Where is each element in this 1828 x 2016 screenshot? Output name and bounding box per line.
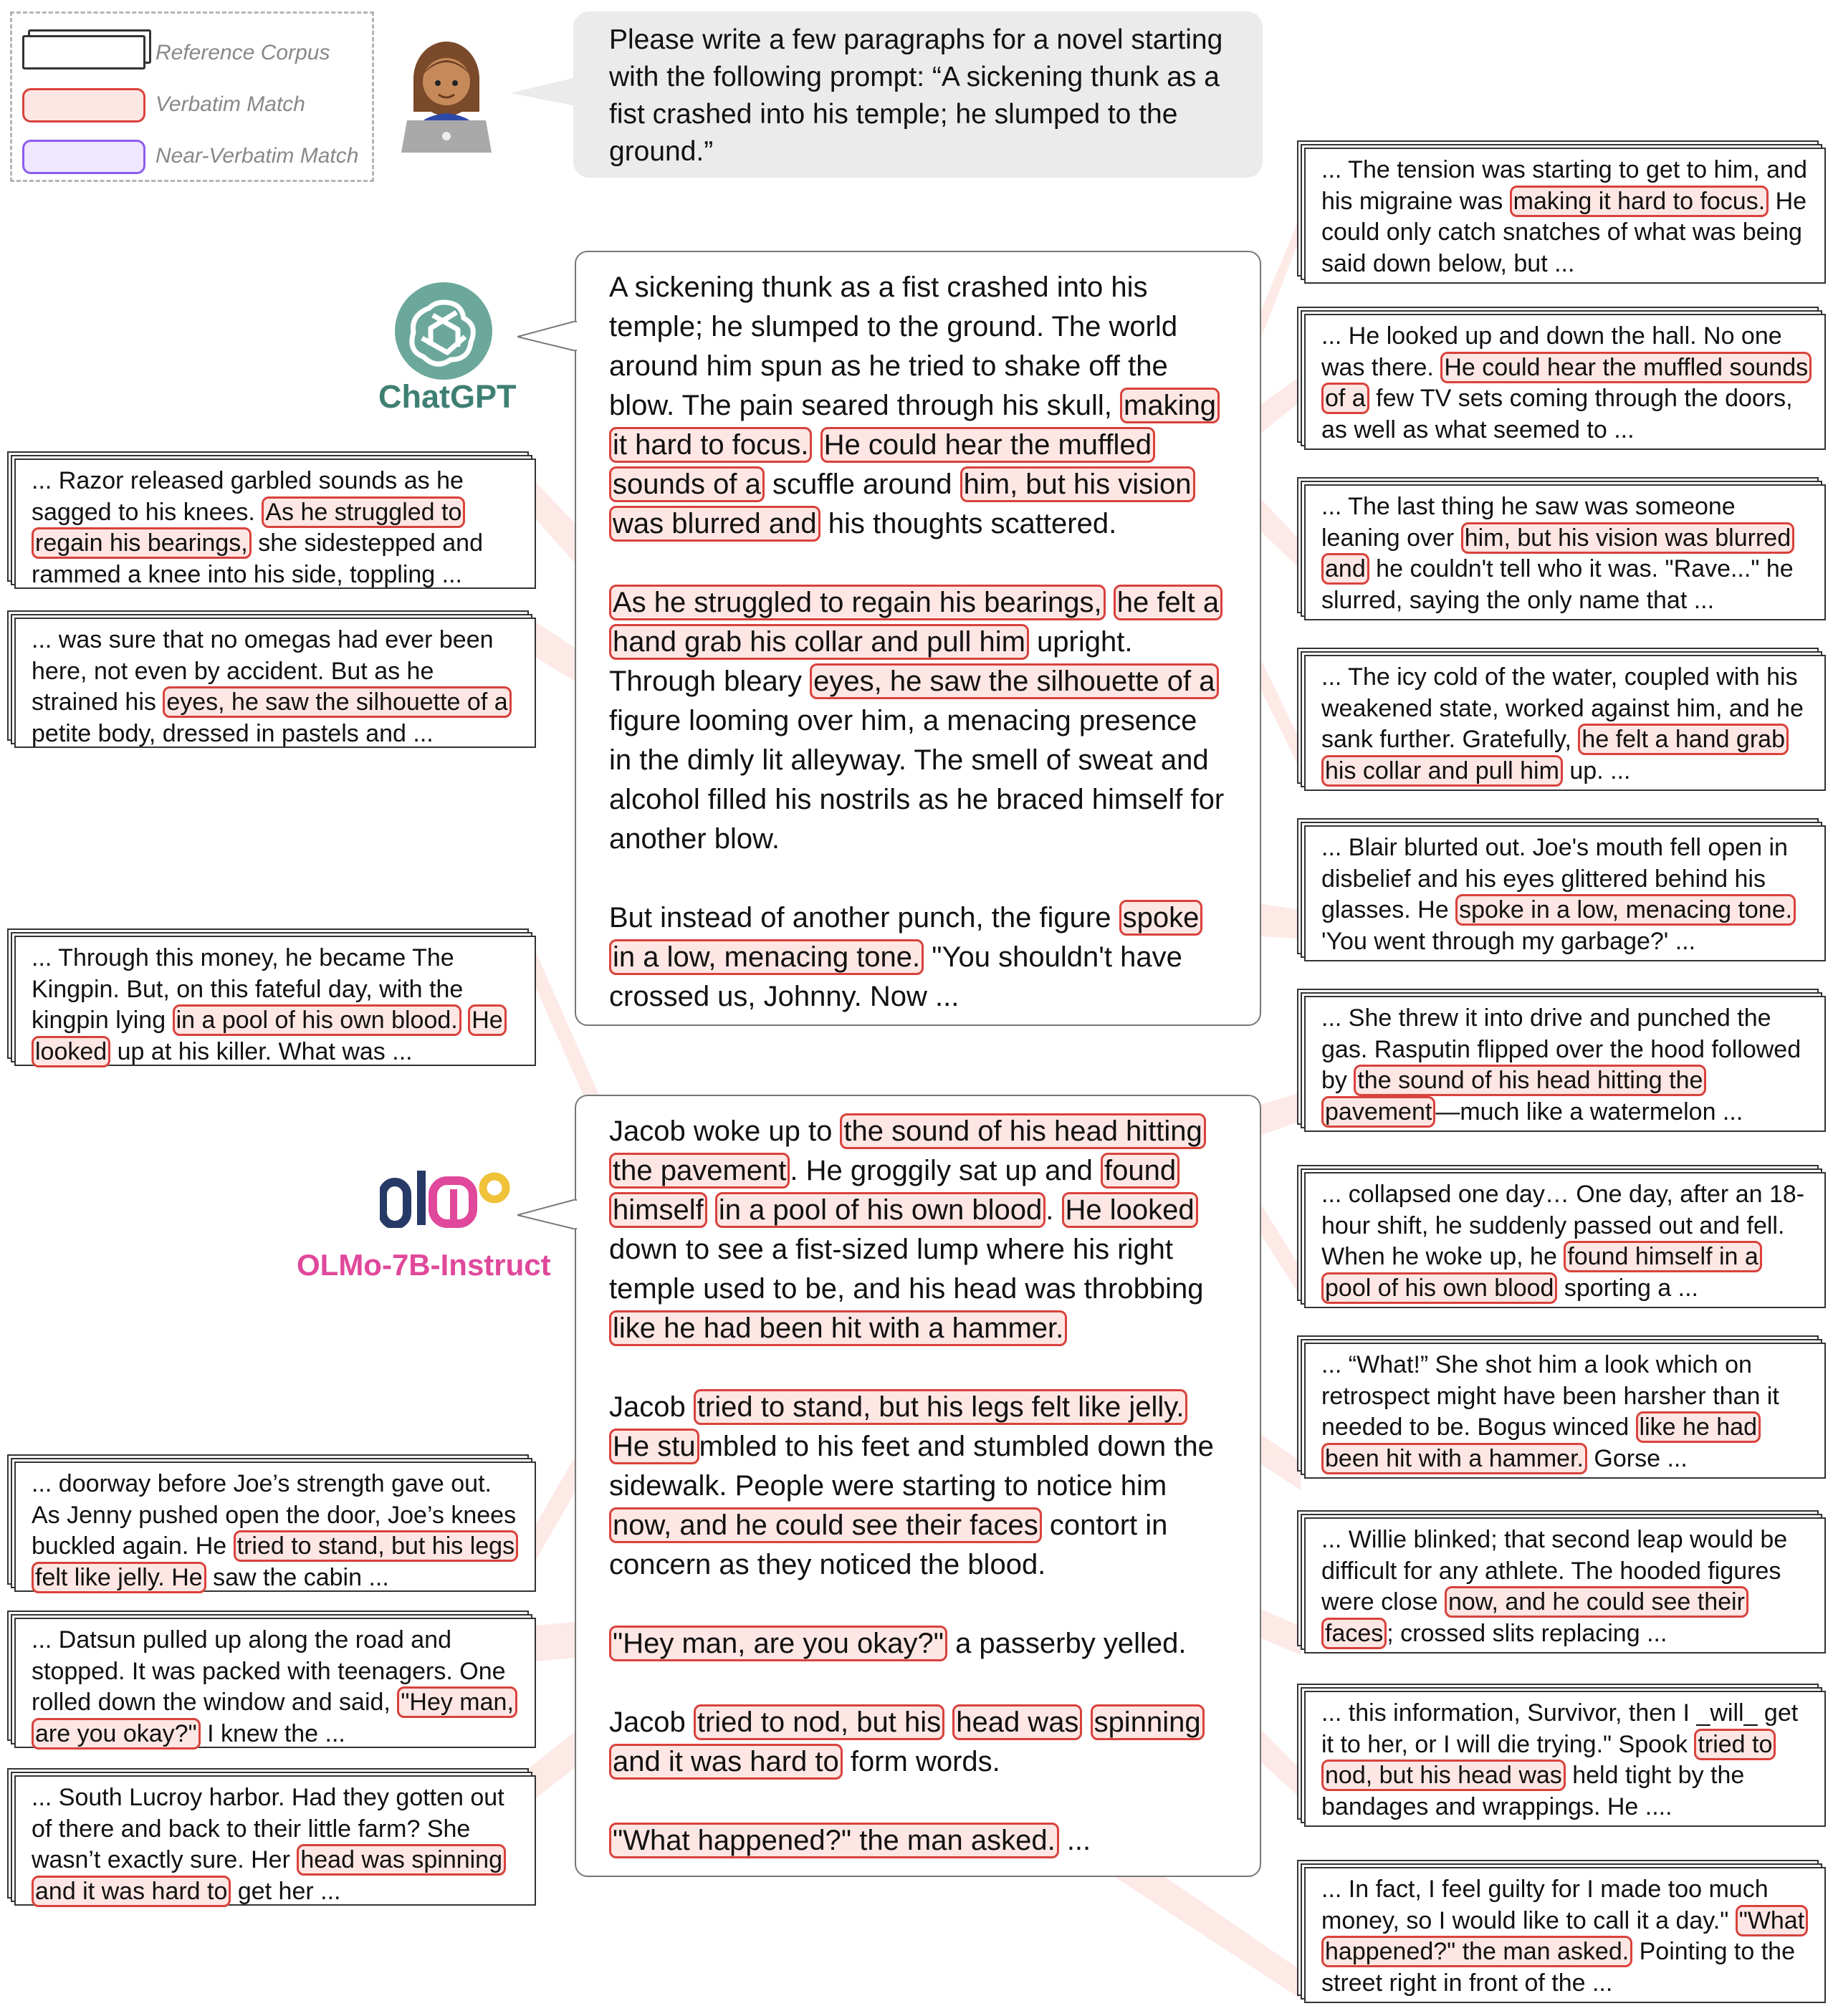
verbatim-match-span: "What happened?" the man asked. — [609, 1823, 1059, 1858]
text-span: "You shouldn't have crossed us, Johnny. Now ... — [609, 941, 1182, 1012]
text-span: upright. Through bleary — [609, 626, 1133, 697]
text-span: ... He looked up and down the hall. No one was there. — [1321, 322, 1782, 381]
corpus-snippet — [14, 1618, 536, 1748]
text-span: ... Blair blurted out. Joe's mouth fell open in disbelief and his eyes glittered behind his glasses. He — [1321, 834, 1788, 923]
corpus-snippet-text — [1304, 1867, 1826, 2003]
response-paragraph — [609, 1821, 1227, 1861]
olmo-logo-icon — [380, 1168, 516, 1228]
text-span: contort in concern as they noticed the blood. — [609, 1509, 1168, 1580]
chatgpt-response-text — [609, 268, 1227, 1017]
response-paragraph — [609, 1112, 1227, 1348]
legend-swatch-verbatim — [22, 88, 145, 123]
text-span: a passerby yelled. — [947, 1628, 1187, 1659]
corpus-snippet-text — [1304, 825, 1826, 961]
text-span: down to see a fist-sized lump where his right temple used to be, and his head was throbbing — [609, 1234, 1204, 1305]
verbatim-match-span: like he had been hit with a hammer. — [1321, 1411, 1761, 1474]
corpus-snippet — [14, 618, 536, 748]
corpus-snippet — [14, 1461, 536, 1592]
text-span: . — [1045, 1194, 1062, 1226]
text-span: ... doorway before Joe’s strength gave out. As Jenny pushed open the door, Joe’s knees buckled again. He — [32, 1470, 517, 1560]
legend-label-near-verbatim: Near-Verbatim Match — [155, 144, 359, 168]
verbatim-match-span: spoke in a low, menacing tone. — [609, 900, 1202, 975]
verbatim-match-span: in a pool of his own blood. — [173, 1004, 461, 1036]
verbatim-match-span: "What happened?" the man asked. — [1321, 1905, 1808, 1968]
legend-swatch-reference — [22, 35, 145, 69]
verbatim-match-span: As he struggled to regain his bearings, — [32, 496, 465, 560]
corpus-snippet — [14, 936, 536, 1066]
corpus-snippet — [1304, 148, 1826, 284]
corpus-snippet-text — [1304, 1172, 1826, 1308]
verbatim-match-span: spinning and it was hard to — [609, 1704, 1205, 1780]
text-span: ... this information, Survivor, then I _will_ get it to her, or I will die trying." Spook — [1321, 1699, 1799, 1758]
bubble-tail — [517, 1199, 578, 1229]
verbatim-match-span: tried to stand, but his legs felt like jelly. He — [32, 1530, 518, 1593]
text-span: he couldn't tell who it was. "Rave..." he slurred, saying the only name that ... — [1321, 555, 1794, 614]
text-span: ... Datsun pulled up along the road and stopped. It was packed with teenagers. One rolled down the window and said, — [32, 1626, 506, 1716]
verbatim-match-span: tried to nod, but his head was — [1321, 1729, 1776, 1792]
text-span: 'You went through my garbage?' ... — [1321, 927, 1696, 955]
verbatim-match-span: He looked — [32, 1004, 507, 1067]
verbatim-match-span: making it hard to focus. — [609, 388, 1220, 463]
text-span: his thoughts scattered. — [820, 508, 1117, 539]
text-span: saw the cabin ... — [206, 1563, 389, 1591]
text-span: But instead of another punch, the figure — [609, 902, 1119, 933]
corpus-snippet-text — [14, 1461, 536, 1592]
corpus-snippet-text — [14, 618, 536, 748]
text-span: A sickening thunk as a fist crashed into his temple; he slumped to the ground. The world around him spun as he tried to shake off the blow. The pain seared through his skull, — [609, 272, 1178, 421]
corpus-snippet — [1304, 314, 1826, 450]
corpus-snippet — [1304, 1867, 1826, 2003]
verbatim-match-span: him, but his vision was blurred and — [609, 466, 1195, 542]
verbatim-match-span: found himself in a pool of his own blood — [1321, 1241, 1762, 1304]
openai-logo-icon — [393, 281, 494, 381]
verbatim-match-span: the sound of his head hitting the pavement — [609, 1113, 1206, 1189]
text-span — [707, 1194, 715, 1226]
verbatim-match-span: making it hard to focus. — [1510, 186, 1769, 217]
response-paragraph — [609, 898, 1227, 1017]
text-span — [1082, 1707, 1090, 1738]
text-span: ... collapsed one day… One day, after an 18-hour shift, he suddenly passed out and fell. When he woke up, he — [1321, 1181, 1805, 1270]
response-paragraph — [609, 583, 1227, 859]
text-span: ... Razor released garbled sounds as he sagged to his knees. — [32, 467, 464, 526]
user-prompt-bubble — [573, 11, 1263, 178]
text-span: scuffle around — [764, 469, 960, 500]
text-span: ... “What!” She shot him a look which on retrospect might have been harsher than it needed to be. Bogus winced — [1321, 1351, 1779, 1441]
verbatim-match-span: head was spinning and it was hard to — [32, 1844, 506, 1907]
text-span: ... was sure that no omegas had ever been here, not even by accident. But as he strained his — [32, 626, 494, 716]
text-span: Jacob — [609, 1391, 694, 1423]
corpus-snippet-text — [14, 1618, 536, 1748]
text-span: up at his killer. What was ... — [110, 1037, 413, 1065]
text-span — [461, 1007, 468, 1034]
legend-label-verbatim: Verbatim Match — [155, 92, 305, 116]
corpus-snippet-text — [1304, 1343, 1826, 1479]
text-span: get her ... — [231, 1877, 341, 1905]
olmo-response-text — [609, 1112, 1227, 1861]
text-span: ... The icy cold of the water, coupled with his weakened state, worked against him, and he sank further. Gratefully, — [1321, 663, 1804, 753]
corpus-snippet — [1304, 825, 1826, 961]
corpus-snippet-text — [14, 936, 536, 1066]
text-span: held tight by the bandages and wrappings. He .... — [1321, 1762, 1745, 1820]
corpus-snippet — [1304, 1172, 1826, 1308]
corpus-snippet-text — [1304, 655, 1826, 791]
verbatim-match-span: eyes, he saw the silhouette of a — [163, 686, 511, 718]
text-span — [1106, 587, 1114, 618]
user-prompt-text: Please write a few paragraphs for a novel starting with the following prompt: “A sickening thunk as a fist crashed into his temple; he slumped to the ground.” — [609, 24, 1223, 167]
olmo-response-bubble — [575, 1095, 1261, 1877]
text-span: He could only catch snatches of what was being said down below, but ... — [1321, 187, 1807, 277]
bubble-tail — [517, 321, 578, 351]
corpus-snippet — [1304, 1343, 1826, 1479]
text-span — [812, 429, 820, 461]
text-span: ... In fact, I feel guilty for I made too much money, so I would like to call it a day." — [1321, 1876, 1769, 1934]
corpus-snippet-text — [1304, 996, 1826, 1132]
text-span: petite body, dressed in pastels and ... — [32, 719, 434, 747]
corpus-snippet-text — [1304, 314, 1826, 450]
corpus-snippet-text — [14, 1775, 536, 1906]
verbatim-match-span: As he struggled to regain his bearings, — [609, 585, 1106, 620]
corpus-snippet — [14, 459, 536, 589]
text-span: sporting a ... — [1557, 1274, 1698, 1302]
response-paragraph — [609, 268, 1227, 544]
verbatim-match-span: now, and he could see their faces — [609, 1507, 1042, 1543]
text-span: ... The last thing he saw was someone leaning over — [1321, 493, 1736, 552]
verbatim-match-span: he felt a hand grab his collar and pull him — [1321, 724, 1789, 787]
legend-label-reference: Reference Corpus — [155, 41, 330, 64]
text-span: few TV sets coming through the doors, as well as what seemed to ... — [1321, 385, 1793, 443]
corpus-snippet-text — [1304, 1691, 1826, 1827]
corpus-snippet — [14, 1775, 536, 1906]
text-span: ... Willie blinked; that second leap would be difficult for any athlete. The hooded figures were close — [1321, 1526, 1788, 1616]
corpus-snippet — [1304, 655, 1826, 791]
legend-swatch-near-verbatim — [22, 140, 145, 174]
verbatim-match-span: head was — [952, 1704, 1082, 1740]
text-span: ; crossed slits replacing ... — [1387, 1619, 1667, 1647]
corpus-snippet — [1304, 484, 1826, 620]
chatgpt-response-bubble — [575, 251, 1261, 1026]
text-span: I knew the ... — [200, 1719, 345, 1747]
text-span: ... South Lucroy harbor. Had they gotten out of there and back to their little farm? She wasn’t exactly sure. Her — [32, 1784, 504, 1873]
text-span: mbled to his feet and stumbled down the sidewalk. People were starting to notice him — [609, 1431, 1214, 1502]
corpus-snippet-text — [1304, 484, 1826, 620]
verbatim-match-span: spoke in a low, menacing tone. — [1455, 894, 1796, 926]
text-span: Jacob — [609, 1707, 694, 1738]
verbatim-match-span: "Hey man, are you okay?" — [32, 1686, 517, 1749]
bubble-tail — [510, 77, 576, 106]
response-paragraph — [609, 1624, 1227, 1664]
text-span: ... The tension was starting to get to him, and his migraine was — [1321, 156, 1807, 215]
verbatim-match-span: in a pool of his own blood — [715, 1192, 1045, 1228]
text-span: Gorse ... — [1587, 1444, 1688, 1472]
verbatim-match-span: "Hey man, are you okay?" — [609, 1626, 947, 1661]
text-span: Pointing to the street right in front of the ... — [1321, 1938, 1795, 1997]
text-span: form words. — [842, 1746, 1000, 1777]
verbatim-match-span: found himself — [609, 1153, 1179, 1228]
text-span: Jacob woke up to — [609, 1115, 841, 1147]
corpus-snippet — [1304, 1517, 1826, 1653]
text-span: ... — [1058, 1825, 1091, 1856]
text-span: she sidestepped and rammed a knee into his side, toppling ... — [32, 529, 483, 588]
verbatim-match-span: he felt a hand grab his collar and pull him — [609, 585, 1222, 660]
verbatim-match-span: tried to nod, but his — [694, 1704, 944, 1740]
text-span: up. ... — [1562, 757, 1631, 784]
verbatim-match-span: him, but his vision was blurred and — [1321, 522, 1794, 585]
olmo-label: OLMo-7B-Instruct — [297, 1248, 551, 1282]
text-span: —much like a watermelon ... — [1435, 1098, 1743, 1125]
text-span — [944, 1707, 952, 1738]
legend — [10, 11, 374, 182]
corpus-snippet-text — [1304, 1517, 1826, 1653]
corpus-snippet-text — [1304, 148, 1826, 284]
corpus-snippet — [1304, 996, 1826, 1132]
verbatim-match-span: like he had been hit with a hammer. — [609, 1310, 1067, 1346]
response-paragraph — [609, 1703, 1227, 1782]
verbatim-match-span: He looked — [1062, 1192, 1198, 1228]
response-paragraph — [609, 1388, 1227, 1585]
text-span: ... She threw it into drive and punched the gas. Rasputin flipped over the hood followed by — [1321, 1004, 1801, 1094]
corpus-snippet-text — [14, 459, 536, 589]
text-span: figure looming over him, a menacing presence in the dimly lit alleyway. The smell of sweat and alcohol filled his nostrils as he braced himself for another blow. — [609, 705, 1225, 855]
verbatim-match-span: eyes, he saw the silhouette of a — [810, 663, 1218, 699]
verbatim-match-span: He could hear the muffled sounds of a — [609, 427, 1155, 502]
text-span: ... Through this money, he became The Kingpin. But, on this fateful day, with the kingpin lying — [32, 944, 464, 1034]
verbatim-match-span: now, and he could see their faces — [1321, 1586, 1748, 1649]
person-with-laptop-icon — [393, 34, 500, 153]
verbatim-match-span: He could hear the muffled sounds of a — [1321, 352, 1812, 415]
corpus-snippet — [1304, 1691, 1826, 1827]
text-span: . He groggily sat up and — [790, 1155, 1101, 1186]
chatgpt-label: ChatGPT — [378, 378, 517, 415]
verbatim-match-span: the sound of his head hitting the pavement — [1321, 1065, 1706, 1128]
verbatim-match-span: tried to stand, but his legs felt like jelly. He stu — [609, 1389, 1187, 1464]
